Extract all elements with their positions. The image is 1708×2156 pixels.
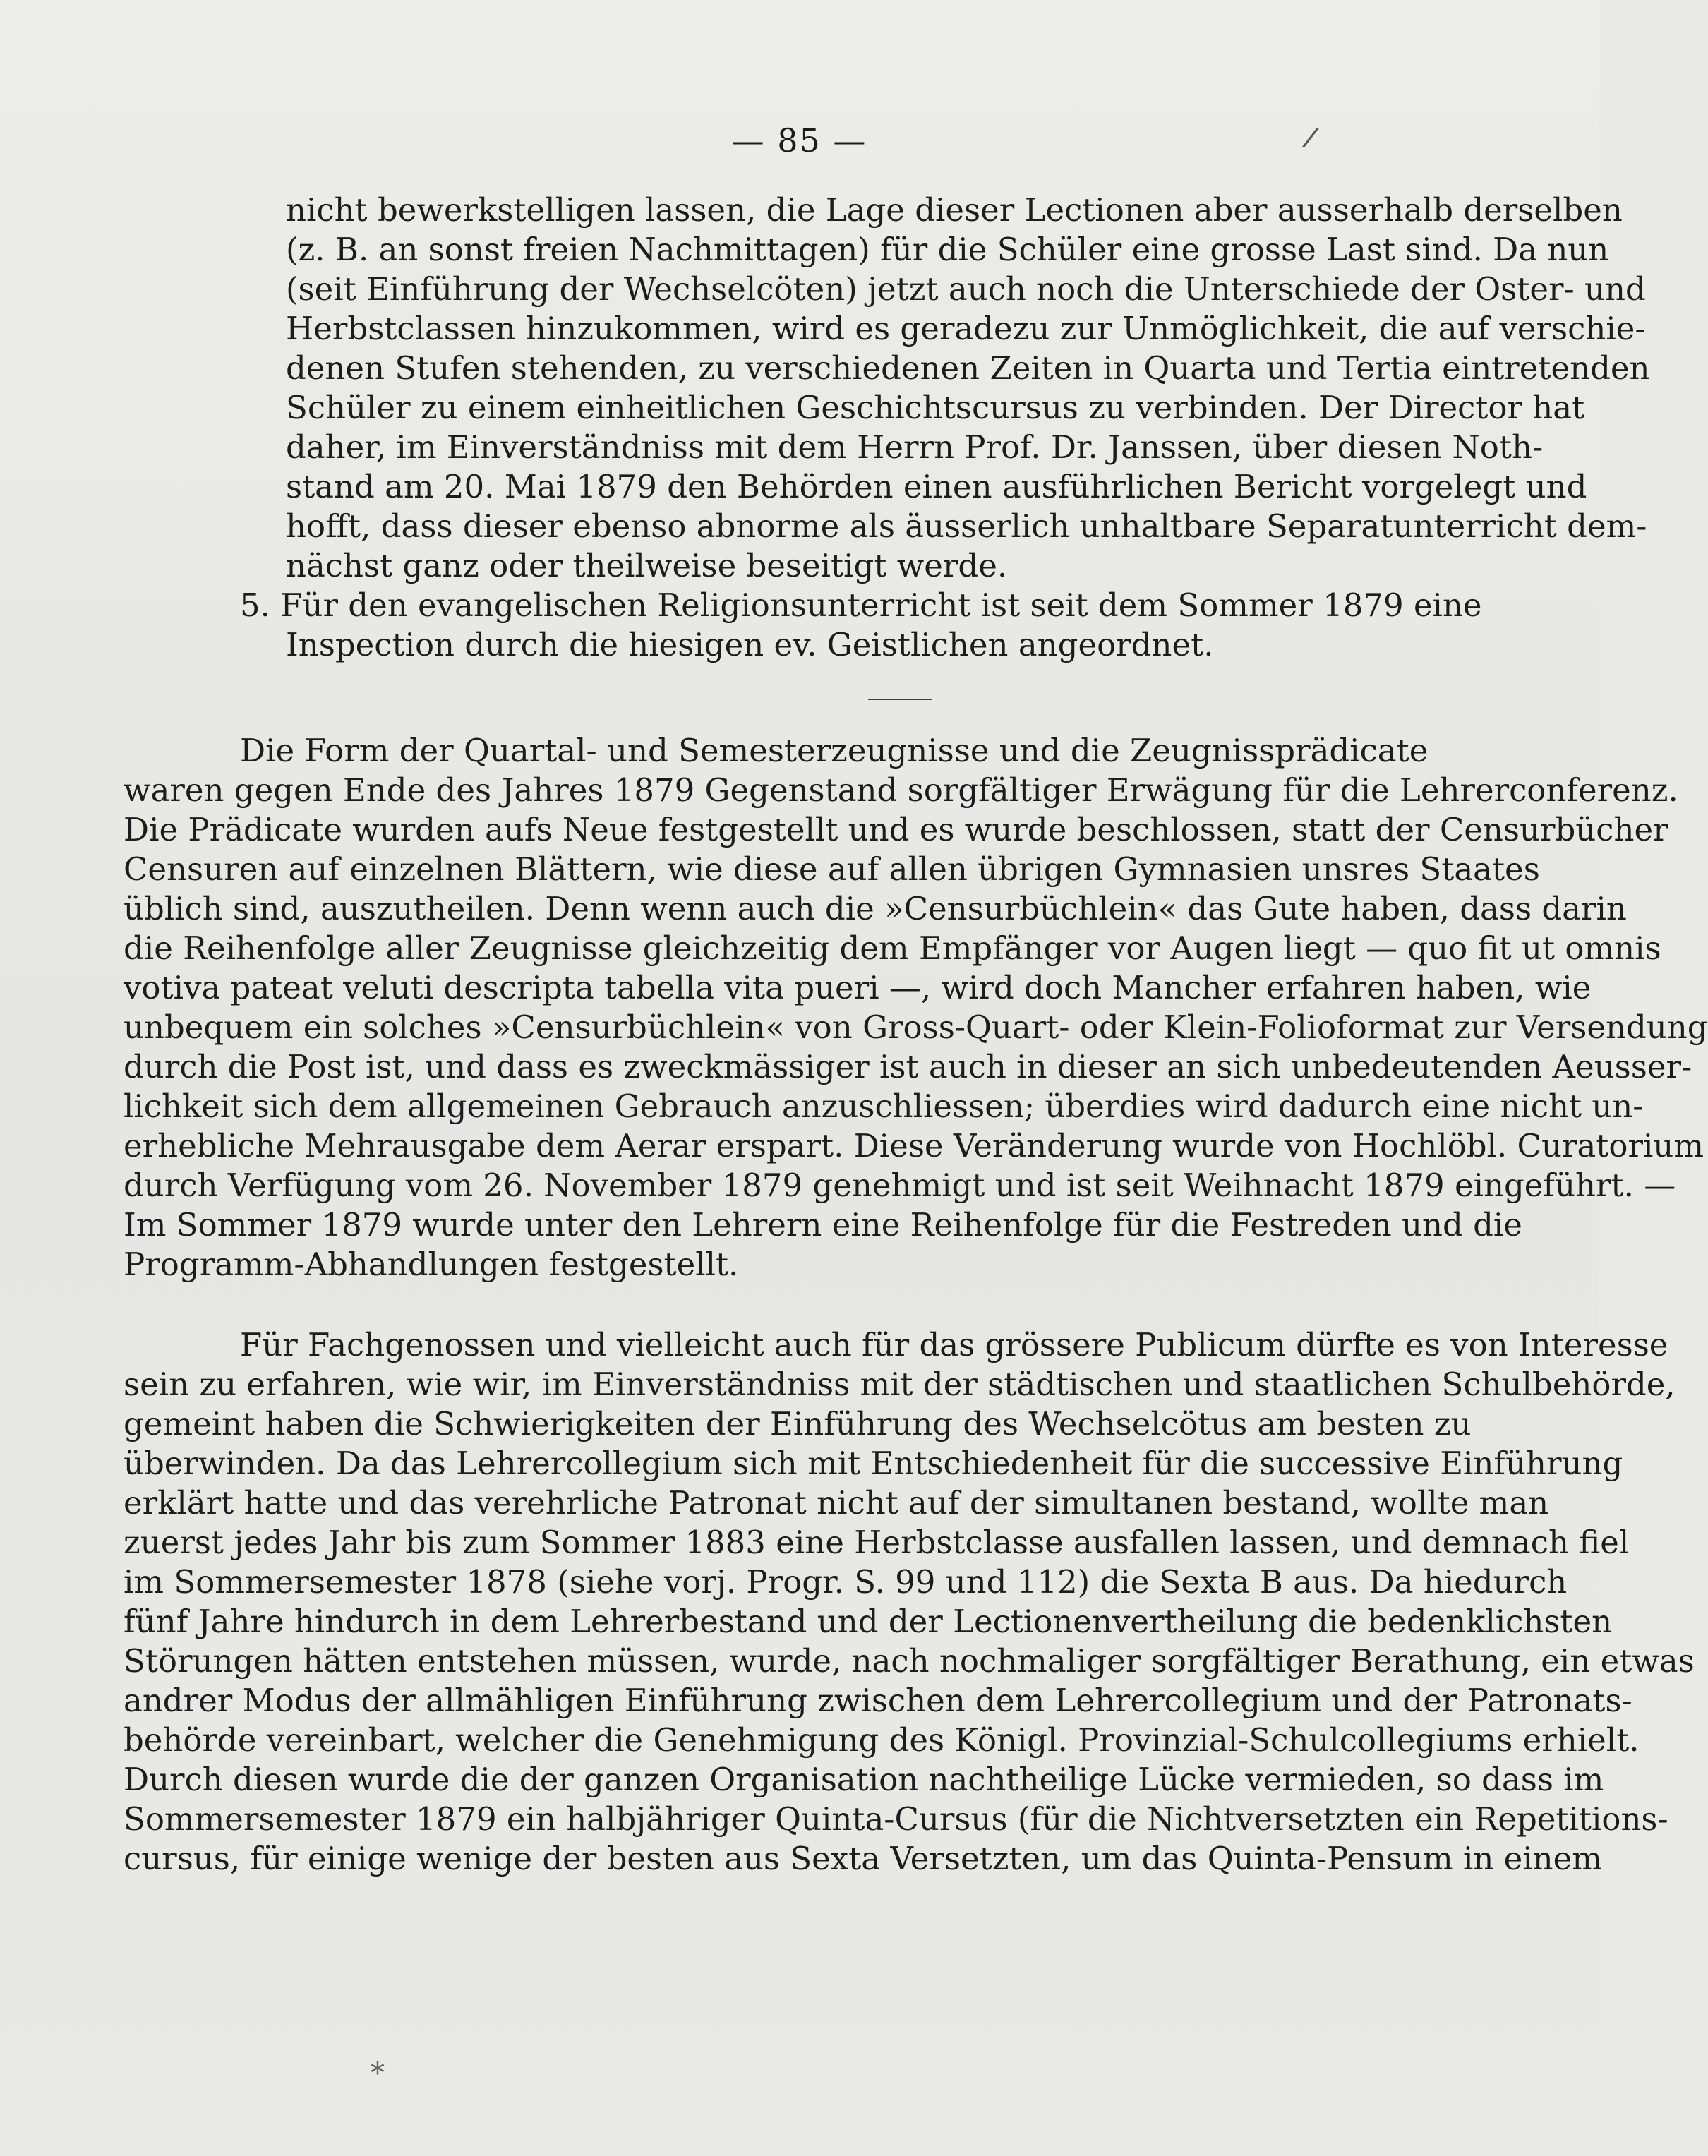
text-line: (seit Einführung der Wechselcöten) jetzt auch noch die Unterschiede der Oster- und [286, 270, 1646, 308]
text-line: durch Verfügung vom 26. November 1879 genehmigt und ist seit Weihnacht 1879 eingeführt. — [124, 1167, 1676, 1204]
text-line: cursus, für einige wenige der besten aus Sexta Versetzten, um das Quinta-Pensum in einem [124, 1840, 1602, 1877]
text-line: votiva pateat veluti descripta tabella vita pueri —, wird doch Mancher erfahren haben, wie [124, 969, 1592, 1006]
text-line: die Reihenfolge aller Zeugnisse gleichzeitig dem Empfänger vor Augen liegt — quo fit ut omnis [124, 929, 1661, 967]
text-line: behörde vereinbart, welcher die Genehmigung des Königl. Provinzial-Schulcollegiums erhielt. [124, 1721, 1640, 1759]
text-line: nächst ganz oder theilweise beseitigt werde. [286, 547, 1008, 584]
text-line: andrer Modus der allmähligen Einführung zwischen dem Lehrercollegium und der Patronats- [124, 1682, 1632, 1719]
text-line: Die Prädicate wurden aufs Neue festgestellt und es wurde beschlossen, statt der Censurbücher [124, 811, 1668, 848]
text-line: Die Form der Quartal- und Semesterzeugnisse und die Zeugnissprädicate [240, 732, 1429, 769]
text-line: zuerst jedes Jahr bis zum Sommer 1883 eine Herbstclasse ausfallen lassen, und demnach fiel [124, 1524, 1630, 1561]
text-line: lichkeit sich dem allgemeinen Gebrauch anzuschliessen; überdies wird dadurch eine nicht un- [124, 1088, 1644, 1125]
text-line: gemeint haben die Schwierigkeiten der Einführung des Wechselcötus am besten zu [124, 1405, 1472, 1443]
page-number: — 85 — [731, 121, 867, 159]
text-line: Durch diesen wurde die der ganzen Organisation nachtheilige Lücke vermieden, so dass im [124, 1761, 1604, 1798]
text-line: überwinden. Da das Lehrercollegium sich mit Entschiedenheit für die successive Einführung [124, 1445, 1623, 1482]
text-line: sein zu erfahren, wie wir, im Einverständniss mit der städtischen und staatlichen Schulbehörde, [124, 1366, 1676, 1403]
text-line: Herbstclassen hinzukommen, wird es geradezu zur Unmöglichkeit, die auf verschie- [286, 310, 1646, 347]
text-line: hofft, dass dieser ebenso abnorme als äusserlich unhaltbare Separatunterricht dem- [286, 507, 1647, 545]
section-divider [868, 699, 932, 700]
text-line: 5. Für den evangelischen Religionsunterricht ist seit dem Sommer 1879 eine [240, 586, 1482, 624]
text-line: fünf Jahre hindurch in dem Lehrerbestand und der Lectionenvertheilung die bedenklichsten [124, 1603, 1613, 1640]
text-line: Störungen hätten entstehen müssen, wurde, nach nochmaliger sorgfältiger Berathung, ein etwas [124, 1642, 1695, 1680]
text-line: nicht bewerkstelligen lassen, die Lage dieser Lectionen aber ausserhalb derselben [286, 191, 1623, 229]
text-line: im Sommersemester 1878 (siehe vorj. Progr. S. 99 und 112) die Sexta B aus. Da hiedurch [124, 1563, 1568, 1601]
text-line: durch die Post ist, und dass es zweckmässiger ist auch in dieser an sich unbedeutenden Aeusser- [124, 1048, 1692, 1085]
text-line: Schüler zu einem einheitlichen Geschichtscursus zu verbinden. Der Director hat [286, 389, 1585, 426]
text-line: Inspection durch die hiesigen ev. Geistlichen angeordnet. [286, 626, 1214, 663]
text-line: daher, im Einverständniss mit dem Herrn Prof. Dr. Janssen, über diesen Noth- [286, 428, 1544, 466]
ink-speck: * [371, 2057, 385, 2090]
text-line: Im Sommer 1879 wurde unter den Lehrern eine Reihenfolge für die Festreden und die [124, 1206, 1522, 1243]
text-line: unbequem ein solches »Censurbüchlein« von Gross-Quart- oder Klein-Folioformat zur Versendung [124, 1008, 1708, 1046]
text-line: stand am 20. Mai 1879 den Behörden einen ausführlichen Bericht vorgelegt und [286, 468, 1587, 505]
text-line: Censuren auf einzelnen Blättern, wie diese auf allen übrigen Gymnasien unsres Staates [124, 850, 1540, 888]
text-line: üblich sind, auszutheilen. Denn wenn auch die »Censurbüchlein« das Gute haben, dass darin [124, 890, 1627, 927]
text-line: (z. B. an sonst freien Nachmittagen) für die Schüler eine grosse Last sind. Da nun [286, 231, 1609, 268]
text-line: erhebliche Mehrausgabe dem Aerar erspart. Diese Veränderung wurde von Hochlöbl. Curatorium [124, 1127, 1704, 1164]
text-line: Programm-Abhandlungen festgestellt. [124, 1246, 739, 1283]
text-line: denen Stufen stehenden, zu verschiedenen Zeiten in Quarta und Tertia eintretenden [286, 349, 1650, 387]
pencil-tick-mark: / [1300, 121, 1321, 155]
text-line: erklärt hatte und das verehrliche Patronat nicht auf der simultanen bestand, wollte man [124, 1484, 1549, 1522]
text-line: Für Fachgenossen und vielleicht auch für das grössere Publicum dürfte es von Interesse [240, 1326, 1668, 1363]
text-line: Sommersemester 1879 ein halbjähriger Quinta-Cursus (für die Nichtversetzten ein Repetitions- [124, 1800, 1668, 1838]
text-line: waren gegen Ende des Jahres 1879 Gegenstand sorgfältiger Erwägung für die Lehrerconferenz. [124, 771, 1678, 809]
